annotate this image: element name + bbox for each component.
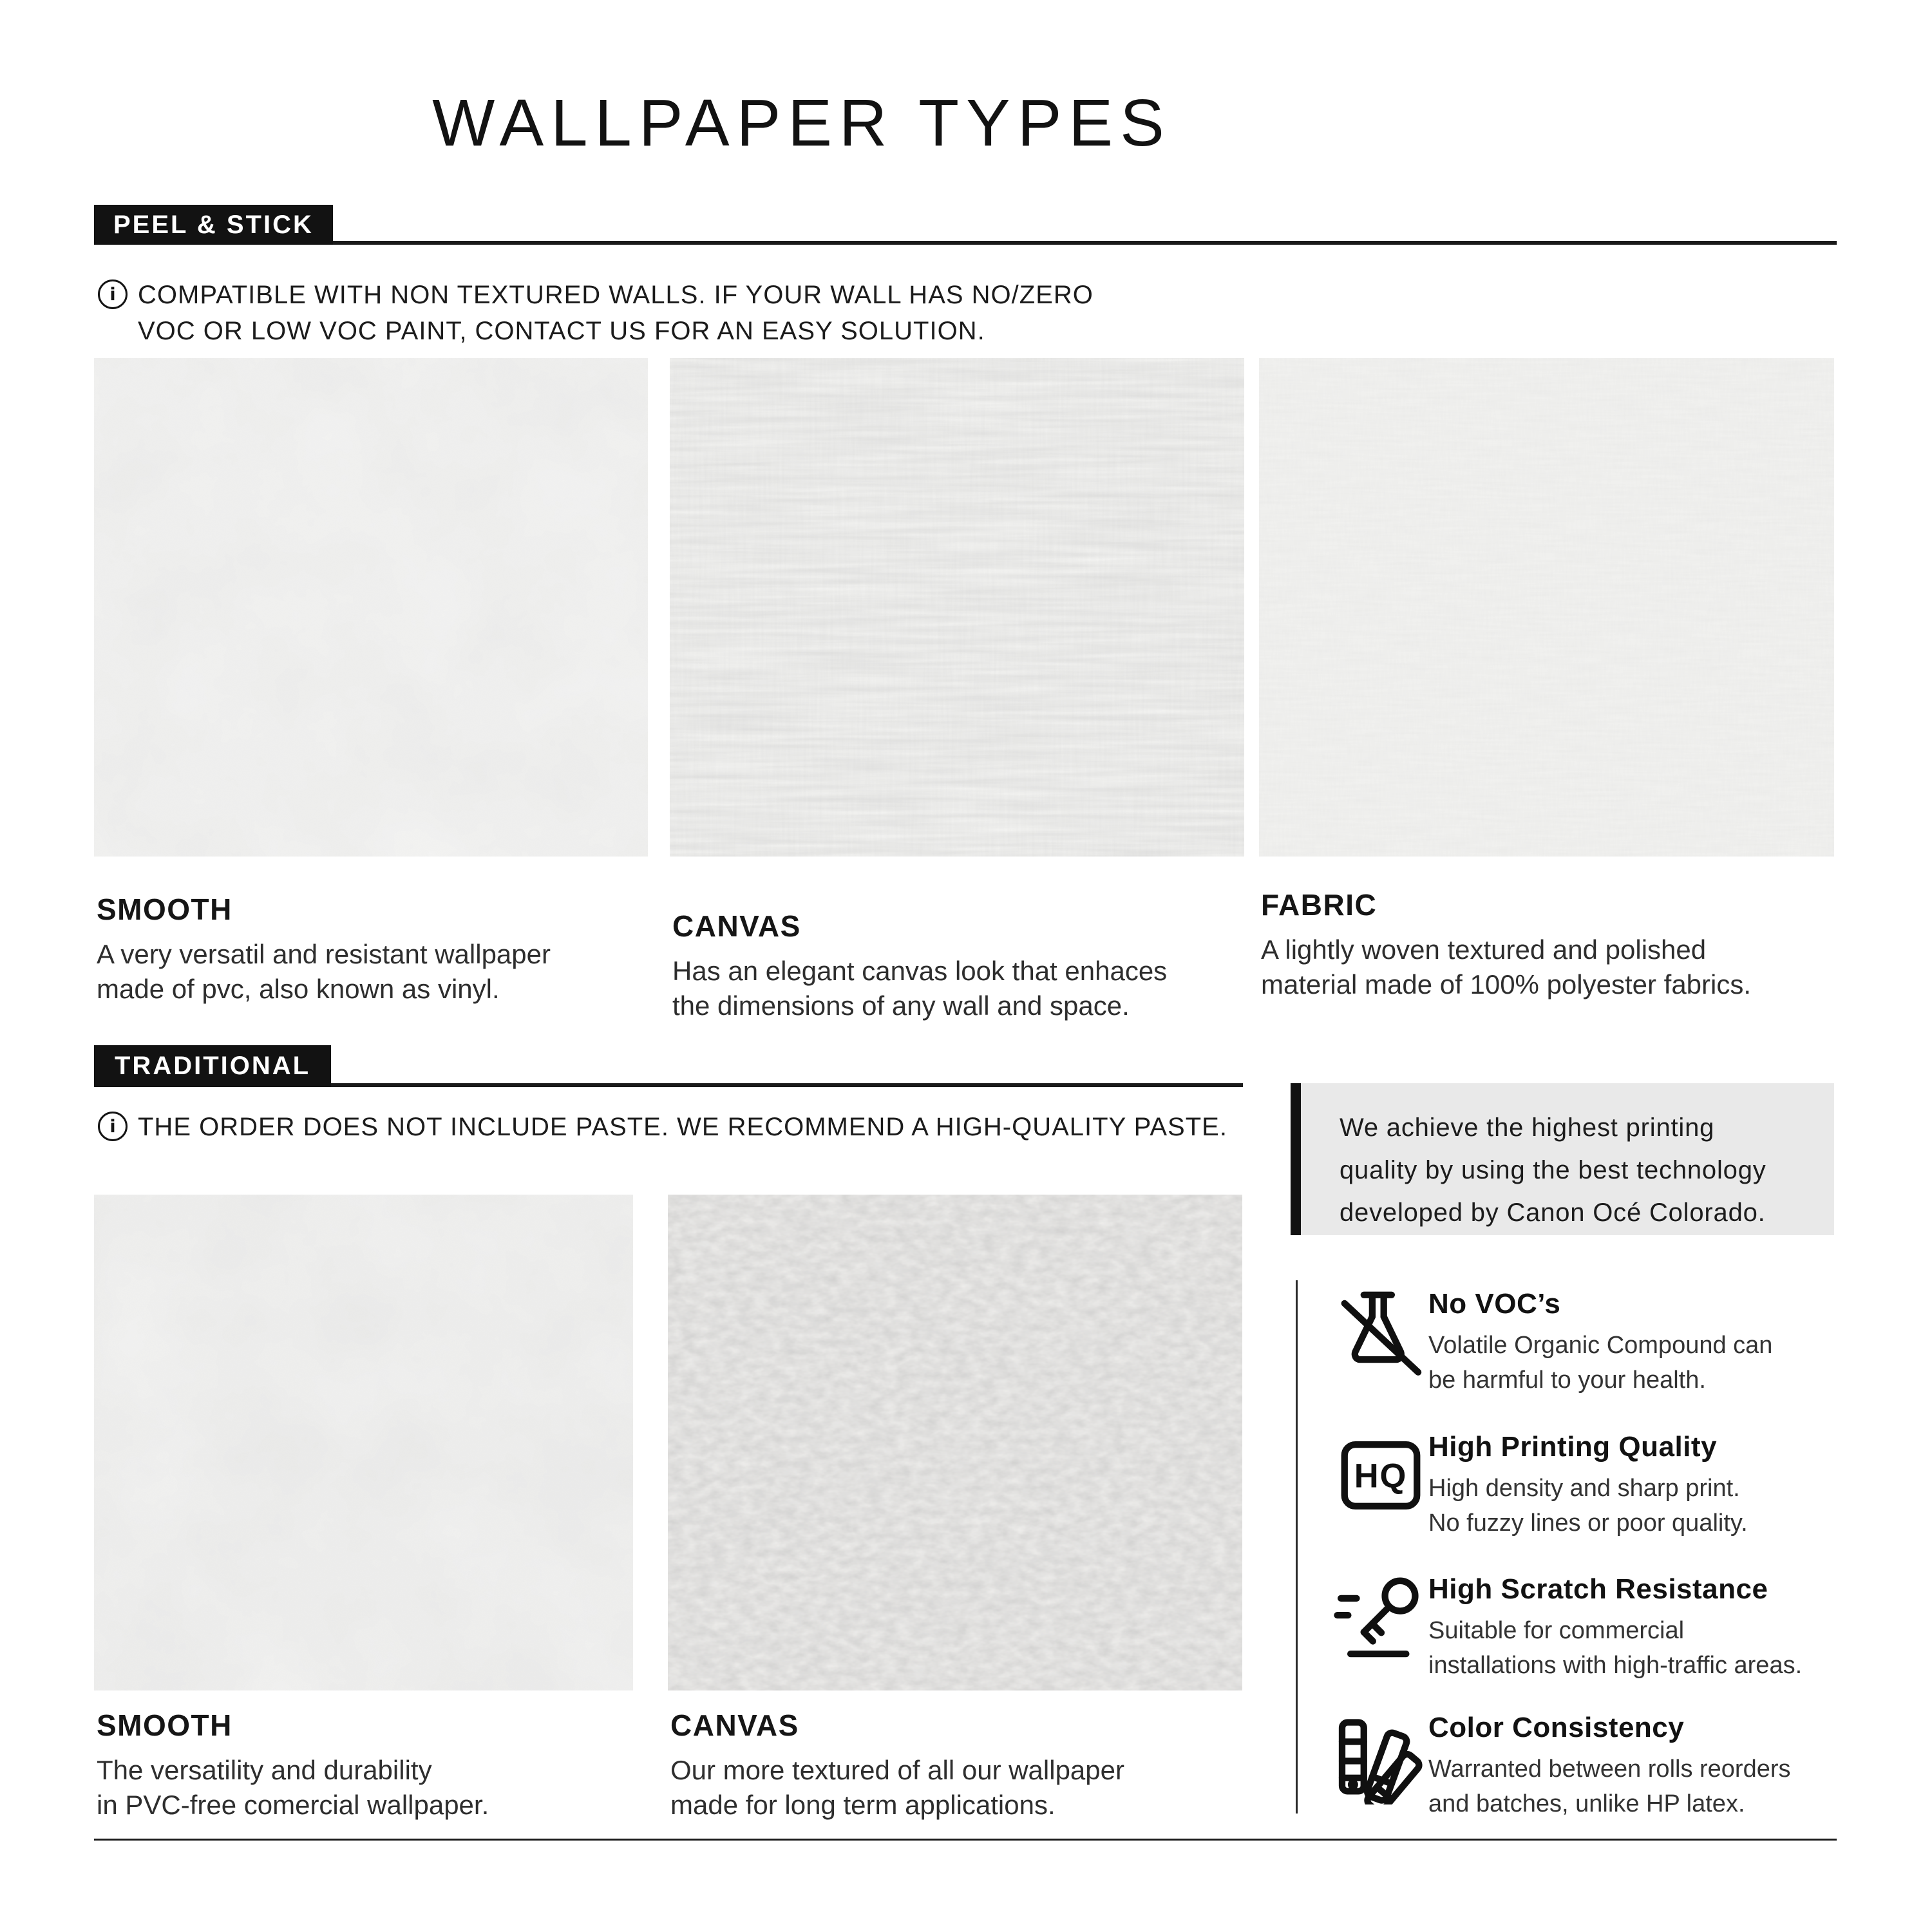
info-icon: i [98,279,128,309]
quality-statement-line3: developed by Canon Océ Colorado. [1340,1198,1766,1227]
peel-stick-note [98,277,1193,349]
peel-stick-canvas-caption [672,909,1252,1023]
feature-no-voc [1428,1288,1873,1397]
feature-desc-line: Volatile Organic Compound can [1428,1332,1773,1359]
quality-statement-line2: quality by using the best technology [1340,1156,1766,1184]
traditional-note [98,1109,1257,1145]
quality-statement-accent-bar [1291,1083,1301,1235]
svg-text:HQ: HQ [1354,1457,1408,1495]
swatch-desc-line: Has an elegant canvas look that enhaces [672,956,1168,986]
canvas-weave-texture [670,358,1244,857]
color-swatches-icon [1328,1703,1434,1809]
feature-desc-line: No fuzzy lines or poor quality. [1428,1510,1748,1537]
feature-desc-line: and batches, unlike HP latex. [1428,1790,1745,1817]
bottom-divider [94,1839,1837,1841]
feature-title: High Printing Quality [1428,1431,1718,1463]
traditional-smooth-caption [97,1708,650,1823]
traditional-note-line1: THE ORDER DOES NOT INCLUDE PASTE. WE RECOMMEND A HIGH-QUALITY PASTE. [138,1113,1227,1141]
peel-stick-note-line1: COMPATIBLE WITH NON TEXTURED WALLS. IF YOUR WALL HAS NO/ZERO [138,281,1094,309]
peel-stick-rule [94,241,1837,245]
quality-statement-line1: We achieve the highest printing [1340,1113,1715,1142]
feature-desc-line: be harmful to your health. [1428,1367,1706,1394]
smooth-vinyl-texture [94,358,648,857]
peel-stick-section-badge [94,205,333,245]
fabric-linen-texture [1259,358,1834,857]
smooth-paper-texture [94,1195,633,1690]
swatch-desc-line: made for long term applications. [670,1790,1056,1820]
feature-color-consistency [1428,1712,1873,1821]
swatch-title-smooth: SMOOTH [97,1709,232,1742]
feature-desc-line: High density and sharp print. [1428,1475,1740,1502]
traditional-section-badge [94,1045,331,1087]
quality-statement-box [1301,1083,1834,1235]
peel-stick-canvas-swatch-image [670,358,1244,857]
feature-title: High Scratch Resistance [1428,1573,1768,1605]
traditional-canvas-caption [670,1708,1250,1823]
feature-desc-line: installations with high-traffic areas. [1428,1652,1803,1679]
swatch-title-canvas: CANVAS [672,909,801,943]
swatch-title-smooth: SMOOTH [97,893,232,926]
feature-high-printing-quality [1428,1431,1873,1540]
rough-canvas-texture [668,1195,1242,1690]
key-scratch-icon [1328,1564,1434,1669]
feature-title: No VOC’s [1428,1288,1561,1320]
traditional-canvas-swatch-image [668,1195,1242,1690]
traditional-smooth-swatch-image [94,1195,633,1690]
swatch-desc-line: the dimensions of any wall and space. [672,990,1130,1021]
feature-title: Color Consistency [1428,1712,1685,1743]
swatch-desc-line: material made of 100% polyester fabrics. [1261,969,1752,999]
swatch-desc-line: A very versatil and resistant wallpaper [97,939,551,969]
swatch-desc-line: The versatility and durability [97,1755,432,1785]
swatch-desc-line: made of pvc, also known as vinyl. [97,974,500,1004]
peel-stick-smooth-swatch-image [94,358,648,857]
feature-desc-line: Warranted between rolls reorders [1428,1756,1791,1783]
peel-stick-note-line2: VOC OR LOW VOC PAINT, CONTACT US FOR AN EASY SOLUTION. [138,317,985,345]
peel-stick-smooth-caption [97,892,663,1007]
page-title: WALLPAPER TYPES [432,86,1171,160]
traditional-section-label: TRADITIONAL [115,1052,311,1080]
peel-stick-fabric-caption [1261,887,1847,1002]
feature-high-scratch-resistance [1428,1573,1873,1683]
swatch-desc-line: in PVC-free comercial wallpaper. [97,1790,489,1820]
info-icon: i [98,1112,128,1141]
swatch-title-canvas: CANVAS [670,1709,799,1742]
swatch-desc-line: Our more textured of all our wallpaper [670,1755,1124,1785]
no-voc-flask-icon [1328,1278,1434,1384]
hq-badge-icon [1328,1422,1434,1528]
swatch-desc-line: A lightly woven textured and polished [1261,934,1707,965]
swatch-title-fabric: FABRIC [1261,888,1378,922]
peel-stick-section-label: PEEL & STICK [113,210,314,239]
peel-stick-fabric-swatch-image [1259,358,1834,857]
feature-desc-line: Suitable for commercial [1428,1617,1685,1644]
features-divider-line [1296,1280,1298,1814]
